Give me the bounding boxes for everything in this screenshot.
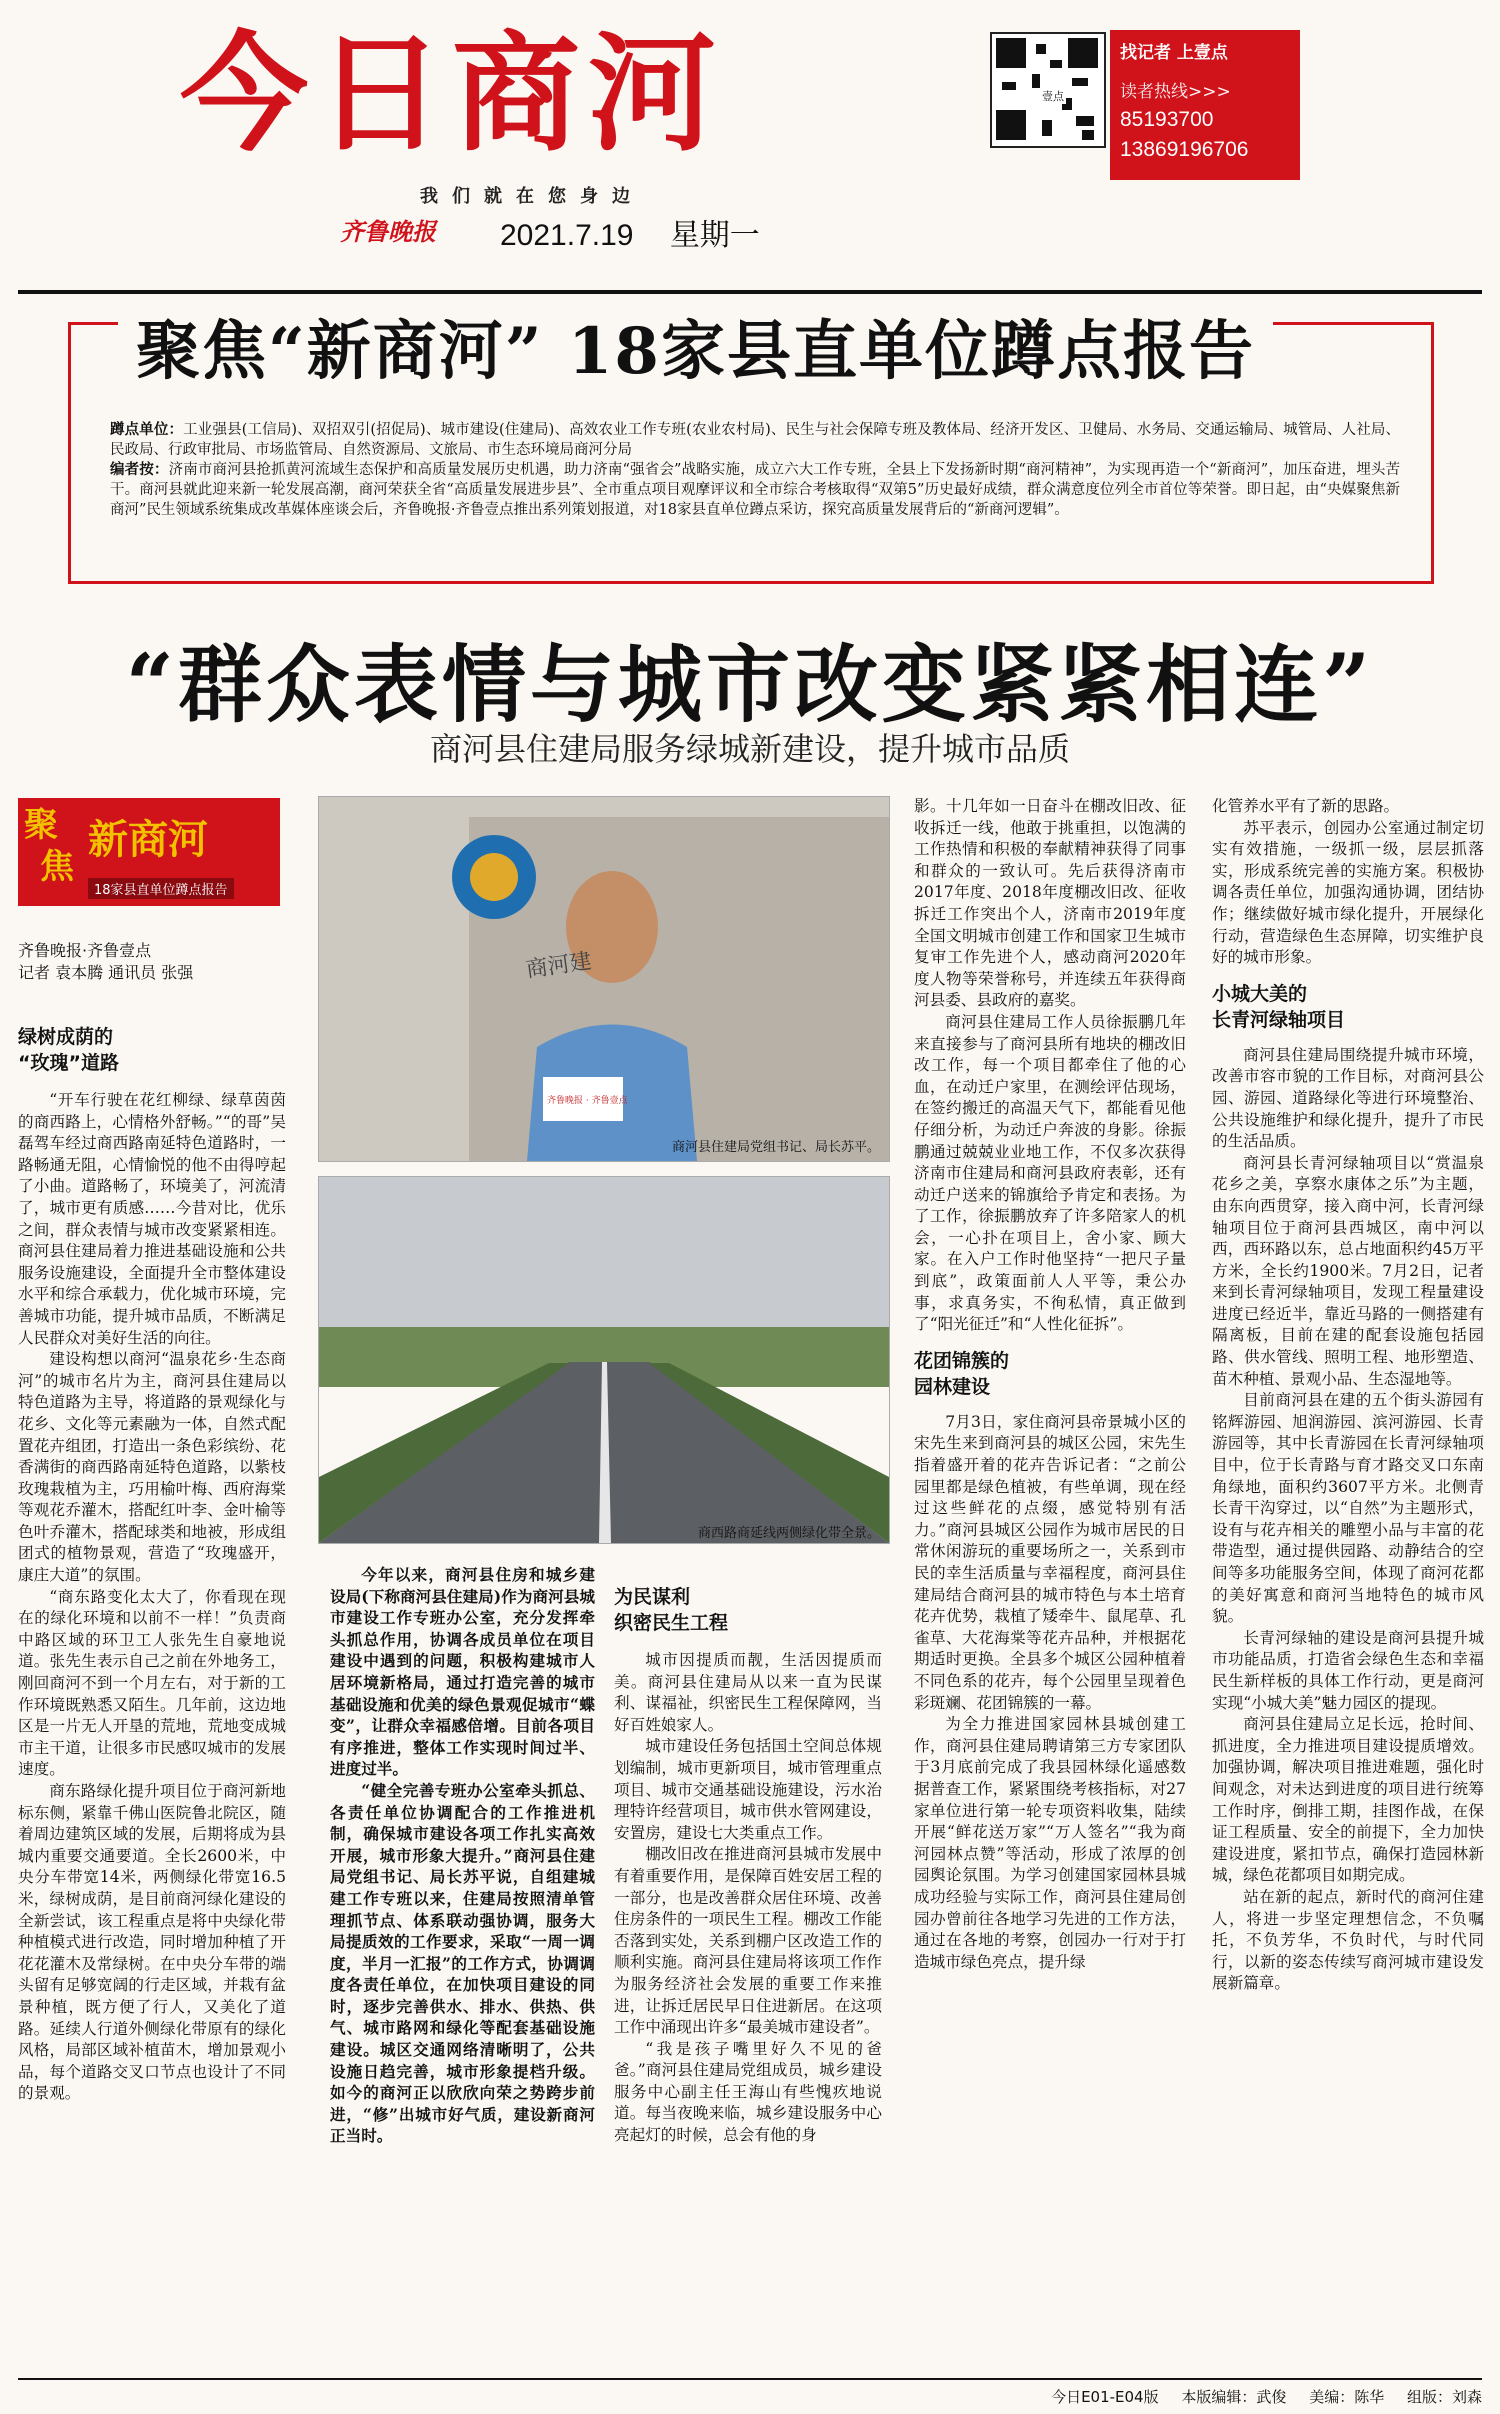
masthead-title: 今日商河 [180, 20, 725, 169]
editor-note: 济南市商河县抢抓黄河流域生态保护和高质量发展历史机遇，助力济南“强省会”战略实施，成立六大工作专班，全县上下发扬新时期“商河精神”，为实现再造一个“新商河”，加压奋进，埋头苦干。商河县就此迎来新一轮发展高潮，商河荣获全省“高质量发展进步县”、全市重点项目观摩评议和全市综合考核取得“双第5”历史最好成绩，群众满意度位列全市首位等荣誉。即日起，由“央媒聚焦新商河”民生领域系统集成改革媒体座谈会后，齐鲁晚报·齐鲁壹点推出系列策划报道，对18家县直单位蹲点采访，探究高质量发展背后的“新商河逻辑”。 [110, 462, 1400, 518]
byline-outlet: 齐鲁晚报·齐鲁壹点 [18, 941, 152, 960]
column-5 [1212, 796, 1484, 1995]
paragraph: 棚改旧改在推进商河县城市发展中有着重要作用，是保障百姓安居工程的一部分，也是改善群众居住环境、改善住房条件的一项民生工程。棚改工作能否落到实处，关系到棚户区改造工作的顺利实施。商河县住建局将该项工作作为服务经济社会发展的重要工作来推进，让拆迁居民早日住进新居。在这项工作中涌现出许多“最美城市建设者”。 [614, 1845, 882, 2037]
paragraph: 苏平表示，创园办公室通过制定切实有效措施，一级抓一级，层层抓落实，形成系统完善的实施方案。积极协调各责任单位，加强沟通协调，团结协作；继续做好城市绿化提升，开展绿化行动，营造绿色生态屏障，切实维护良好的城市形象。 [1212, 818, 1484, 967]
paragraph: “开车行驶在花红柳绿、绿草茵茵的商西路上，心情格外舒畅。”“的哥”吴磊驾车经过商西路南延特色道路时，一路畅通无阻，心情愉悦的他不由得哼起了小曲。道路畅了，环境美了，河流清了，城市更有质感……今昔对比，优乐之间，群众表情与城市改变紧紧相连。商河县住建局着力推进基础设施和公共服务设施建设，全面提升全市整体建设水平和综合承载力，优化城市环境，完善城市功能，提升城市品质，不断满足人民群众对美好生活的向往。 [18, 1091, 286, 1347]
column-logo-char: 焦 [40, 847, 74, 887]
paragraph: 商河县住建局围绕提升城市环境，改善市容市貌的工作目标，对商河县公园、游园、道路绿化等进行环境整治、公共设施维护和绿化提升，提升了市民的生活品质。 [1212, 1045, 1484, 1151]
section-heading: 织密民生工程 [614, 1612, 729, 1634]
column-logo-tag: 18家县直单位蹲点报告 [88, 878, 234, 899]
footer-section: 今日E01-E04版 [1051, 2388, 1159, 2406]
hotline-phone-1: 85193700 [1120, 108, 1214, 131]
section-heading: 花团锦簇的 [914, 1349, 1010, 1372]
photo-caption: 商河县住建局党组书记、局长苏平。 [671, 1140, 880, 1155]
footer-editor: 本版编辑：武俊 [1181, 2388, 1287, 2406]
photo-caption: 商西路商延线两侧绿化带全景。 [697, 1526, 880, 1541]
paragraph: 7月3日，家住商河县帝景城小区的宋先生来到商河县的城区公园，宋先生指着盛开着的花卉告诉记者：“之前公园里都是绿色植被，有些单调，现在经过这些鲜花的点缀，感觉特别有活力。”商河县城区公园作为城市居民的日常休闲游玩的重要场所之一，关系到市民的幸生活质量与幸福程度，商河县住建局结合商河县的城市特色与本土培育花卉优势，栽植了矮牵牛、鼠尾草、孔雀草、大花海棠等花卉品种，并根据花期适时更换。全县多个城区公园种植着不同色系的花卉，每个公园里呈现着色彩斑斓、花团锦簇的一幕。 [914, 1412, 1186, 1712]
section-heading: 小城大美的 [1212, 982, 1308, 1005]
article-text [914, 1412, 1186, 1973]
focus-intro [110, 420, 1400, 520]
hotline-phone-2: 13869196706 [1120, 138, 1249, 161]
footer-proof: 组版：刘森 [1406, 2388, 1482, 2406]
paragraph: 商河县住建局工作人员徐振鹏几年来直接参与了商河县所有地块的棚改旧改工作，每一个项目都牵住了他的心血，在动迁户家里，在测绘评估现场，在签约搬迁的高温天气下，都能看见他仔细分析，为动迁户奔波的身影。徐振鹏通过兢兢业业地工作，不仅多次获得济南市住建局和商河县政府表彰，还有动迁户送来的锦旗给予肯定和表扬。为了工作，徐振鹏放弃了许多陪家人的机会，一心扑在项目上，舍小家、顾大家。在入户工作时他坚持“一把尺子量到底”，政策面前人人平等，秉公办事，求真务实，不徇私情，真正做到了“阳光征迁”和“人性化征拆”。 [914, 1012, 1186, 1334]
section-heading: 长青河绿轴项目 [1212, 1008, 1346, 1031]
article-text [914, 796, 1186, 1336]
paragraph: 化管养水平有了新的思路。 [1212, 797, 1400, 815]
issue-date: 2021.7.19 [500, 219, 634, 252]
note-label: 编者按： [110, 461, 169, 478]
byline [18, 940, 288, 984]
article-text [1212, 1045, 1484, 1995]
page-footer [18, 2378, 1482, 2407]
photo-official-image [319, 797, 889, 1161]
paragraph: “我是孩子嘴里好久不见的爸爸。”商河县住建局党组成员，城乡建设服务中心副主任王海山有些愧疚地说道。每当夜晚来临，城乡建设服务中心亮起灯的时候，总会有他的身 [614, 2039, 882, 2145]
paragraph: 商东路绿化提升项目位于商河新地标东侧，紧靠千佛山医院鲁北院区，随着周边建筑区域的发展，后期将成为县城内重要交通要道。全长2600米，中央分车带宽14米，两侧绿化带宽16.5米，绿树成荫，是目前商河绿化建设的全新尝试，该工程重点是将中央绿化带种植模式进行改造，同时增加种植了开花花灌木及常绿树。在中央分车带的端头留有足够宽阔的行走区域，并栽有盆景种植，既方便了行人，又美化了道路。延续人行道外侧绿化带原有的绿化风格，局部区域补植苗木，增加景观小品，每个道路交叉口节点也设计了不同的景观。 [18, 1782, 286, 2103]
issue-weekday: 星期一 [669, 219, 760, 252]
units-list: 工业强县(工信局)、双招双引(招促局)、城市建设(住建局)、高效农业工作专班(农业农村局)、民生与社会保障专班及教体局、经济开发区、卫健局、水务局、交通运输局、城管局、人社局、民政局、行政审批局、市场监管局、自然资源局、文旅局、市生态环境局商河分局 [110, 422, 1401, 458]
focus-title: 聚焦“新商河” 18家县直单位蹲点报告 [118, 300, 1273, 392]
hotline-slogan: 找记者 上壹点 [1120, 43, 1228, 63]
paragraph: 建设构想以商河“温泉花乡·生态商河”的城市名片为主，商河县住建局以特色道路为主导，将道路的景观绿化与花乡、文化等元素融为一体，自然式配置花卉组团，打造出一条色彩缤纷、花香满街的商西路南延特色道路，以紫枝玫瑰栽植为主，巧用榆叶梅、西府海棠等观花乔灌木，搭配红叶李、金叶榆等色叶乔灌木，搭配球类和地被，形成组团式的植物景观，营造了“玫瑰盛开，康庄大道”的氛围。 [18, 1350, 286, 1585]
paragraph: 影。十几年如一日奋斗在棚改旧改、征收拆迁一线，他敢于挑重担，以饱满的工作热情和积极的奉献精神获得了同事和群众的一致认可。先后获得济南市2017年度、2018年度棚改旧改、征收拆迁工作突出个人，济南市2019年度全国文明城市创建工作和国家卫生城市复审工作先进个人，感动商河2020年度人物等荣誉称号，并连续五年获得商河县委、县政府的嘉奖。 [914, 797, 1186, 1010]
paragraph: 今年以来，商河县住房和城乡建设局(下称商河县住建局)作为商河县城市建设工作专班办公室，充分发挥牵头抓总作用，协调各成员单位在项目建设中遇到的问题，积极构建城市人居环境新格局，通过打造完善的城市基础设施和优美的绿色景观促城市“蝶变”，让群众幸福感倍增。目前各项目有序推进，整体工作实现时间过半、进度过半。 [330, 1565, 595, 1779]
masthead-slogan: 我们就在您身边 [420, 186, 644, 207]
photo-road [318, 1176, 890, 1544]
dateline [500, 210, 788, 254]
paragraph: “健全完善专班办公室牵头抓总、各责任单位协调配合的工作推进机制，确保城市建设各项工作扎实高效开展，城市形象大提升。”商河县住建局党组书记、局长苏平说，自组建城建工作专班以来，住建局按照清单管理抓节点、体系联动强协调，服务大局提质效的工作要求，采取“一周一调度，半月一汇报”的工作方式，协调调度各责任单位，在加快项目建设的同时，逐步完善供水、排水、供热、供气、城市路网和绿化等配套基础设施建设。城区交通网络清晰明了，公共设施日趋完善，城市形象提档升级。如今的商河正以欣欣向荣之势跨步前进，“修”出城市好气质，建设新商河正当时。 [330, 1780, 595, 2146]
column-2 [330, 1564, 595, 2147]
paragraph: 商河县住建局立足长远，抢时间、抓进度，全力推进项目建设提质增效。加强协调，解决项目推进难题，强化时间观念，对未达到进度的项目进行统筹工作时序，倒排工期，挂图作战，在保证工程质量、安全的前提下，全力加快建设进度，紧扣节点，确保打造园林新城，绿色花都项目如期完成。 [1212, 1715, 1484, 1885]
article-text [18, 1090, 286, 2105]
paragraph: 长青河绿轴的建设是商河县提升城市功能品质，打造省会绿色生态和幸福民生新样板的具体工作行动，更是商河实现“小城大美”魅力园区的提现。 [1212, 1628, 1484, 1712]
photo-card-text: 齐鲁晚报 · 齐鲁壹点 [547, 1096, 628, 1106]
headline: “群众表情与城市改变紧紧相连” [125, 635, 1375, 734]
column-logo-name: 新商河 [88, 817, 208, 863]
byline-reporters: 记者 袁本腾 通讯员 张强 [18, 963, 194, 982]
paragraph: 为全力推进国家园林县城创建工作，商河县住建局聘请第三方专家团队于3月底前完成了我县园林绿化遥感数据普查工作，紧紧围绕考核指标，对27家单位进行第一轮专项资料收集，陆续开展“鲜花送万家”“万人签名”“我为商河园林点赞”等活动，形成了浓厚的创园舆论氛围。为学习创建国家园林县城成功经验与实际工作，商河县住建局创园办曾前往各地学习先进的工作方法，通过在各地的考察，创园办一行对于打造城市绿色亮点，提升绿 [914, 1715, 1186, 1971]
column-logo-char: 聚 [24, 805, 58, 845]
paragraph: 站在新的起点，新时代的商河住建人，将进一步坚定理想信念，不负嘱托，不负芳华，不负时代，与时代同行，以新的姿态传续写商河城市建设发展新篇章。 [1212, 1887, 1484, 1993]
column-logo [18, 798, 280, 906]
column-1 [18, 1024, 286, 2105]
hotline-label: 读者热线>>> [1120, 82, 1231, 102]
article-text [1212, 796, 1484, 969]
qr-caption: 壹点 [1042, 90, 1064, 103]
paragraph: 目前商河县在建的五个街头游园有铭辉游园、旭润游园、滨河游园、长青游园等，其中长青游园在长青河绿轴项目中，位于长青路与育才路交叉口东南角绿地，面积约3607平方米。北侧青长青干沟穿过，以“自然”为主题形式，设有与花卉相关的雕塑小品与丰富的花带造型，通过提供园路、动静结合的空间等多功能服务空间，体现了商河花都的美好寓意和商河当地特色的城市风貌。 [1212, 1391, 1484, 1626]
masthead-divider [18, 290, 1482, 294]
photo-road-image [319, 1177, 889, 1543]
footer-design: 美编：陈华 [1309, 2388, 1385, 2406]
units-label: 蹲点单位： [110, 421, 184, 438]
section-heading: 园林建设 [914, 1375, 991, 1398]
paper-logo: 齐鲁晚报 [340, 217, 436, 246]
paragraph: “商东路变化太大了，你看现在现在的绿化环境和以前不一样！”负责商中路区域的环卫工人张先生自豪地说道。张先生表示自己之前在外地务工，刚回商河不到一个月左右，对于新的工作环境既熟悉又陌生。几年前，这边地区是一片无人开垦的荒地，荒地变成城市主干道，让很多市民感叹城市的发展速度。 [18, 1587, 286, 1779]
paragraph: 城市因提质而靓，生活因提质而美。商河县住建局从以来一直为民谋利、谋福祉，织密民生工程保障网，当好百姓娘家人。 [614, 1651, 882, 1734]
section-heading: 绿树成荫的 [18, 1026, 114, 1048]
column-3 [614, 1584, 882, 2147]
section-heading: 为民谋利 [614, 1586, 691, 1608]
hotline-box [1110, 30, 1300, 180]
photo-sign-text: 商河建 [524, 948, 594, 983]
paragraph: 商河县长青河绿轴项目以“赏温泉花乡之美，享察水康体之乐”为主题，由东向西贯穿，接入商中河，长青河绿轴项目位于商河县西城区，南中河以西，西环路以东，总占地面积约45万平方米，全长约1900米。7月2日，记者来到长青河绿轴项目，发现工程量建设进度已经近半，靠近马路的一侧搭建有隔离板，目前在建的配套设施包括园路、供水管线、照明工程、地形塑造、苗木种植、景观小品、生态湿地等。 [1212, 1153, 1484, 1388]
photo-official [318, 796, 890, 1162]
article-text [614, 1650, 882, 2147]
column-4 [914, 796, 1186, 1973]
subheadline: 商河县住建局服务绿城新建设，提升城市品质 [429, 730, 1070, 768]
paragraph: 城市建设任务包括国土空间总体规划编制，城市更新项目，城市管理重点项目、城市交通基础设施建设，污水治理特许经营项目，城市供水管网建设，安置房，建设七大类重点工作。 [614, 1737, 882, 1842]
section-heading: “玫瑰”道路 [18, 1052, 119, 1074]
